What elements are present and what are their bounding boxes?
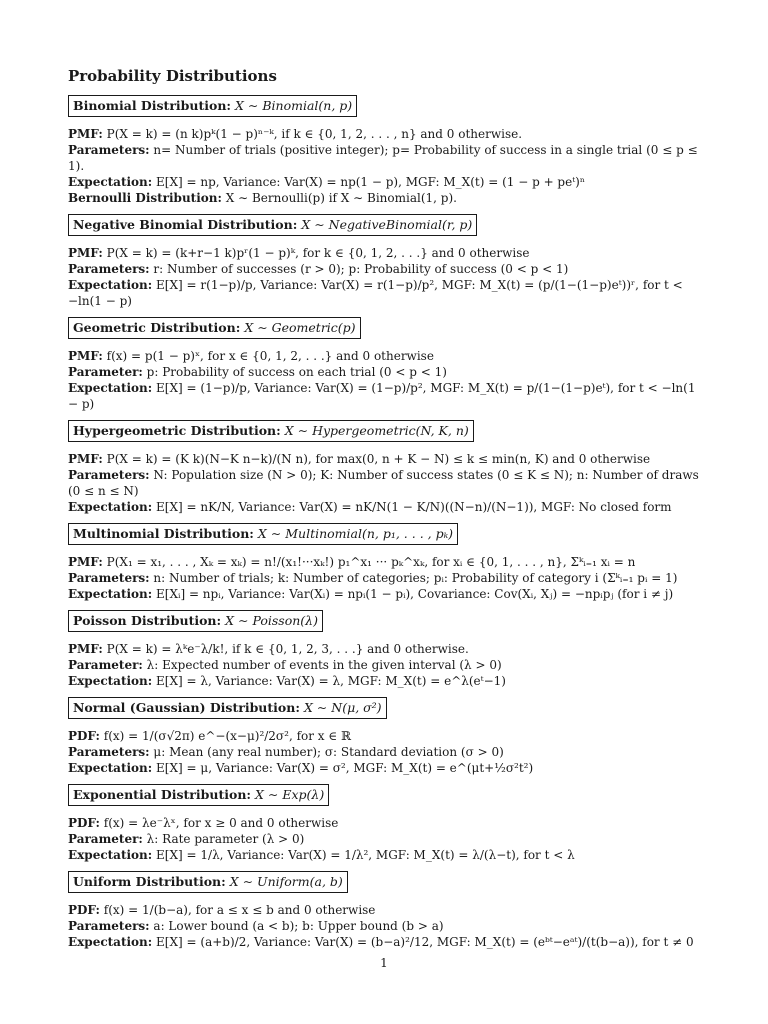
formula-line [68,673,708,689]
formula-key: Parameters: [68,143,150,157]
formula-text: E[X] = λ, Variance: Var(X) = λ, MGF: M_X(t) = e^λ(eᵗ−1) [156,674,506,688]
formula-text: f(x) = p(1 − p)ˣ, for x ∈ {0, 1, 2, . . .} and 0 otherwise [106,349,434,363]
formula-line [68,815,708,831]
distribution-section [68,317,708,412]
formula-key: Parameter: [68,832,143,846]
formula-key: Expectation: [68,175,153,189]
distribution-heading [68,697,387,719]
distribution-heading [68,523,458,545]
distribution-section [68,871,708,950]
formula-text: P(X = k) = (n k)pᵏ(1 − p)ⁿ⁻ᵏ, if k ∈ {0, 1, 2, . . . , n} and 0 otherwise. [106,127,523,141]
distribution-name: Hypergeometric Distribution: [73,423,281,438]
formula-line [68,451,708,467]
distribution-name: Uniform Distribution: [73,874,226,889]
formula-line [68,380,708,412]
formula-line [68,364,708,380]
distribution-name: Binomial Distribution: [73,98,232,113]
distribution-name: Poisson Distribution: [73,613,222,628]
formula-key: PMF: [68,555,103,569]
formula-text: E[X] = nK/N, Variance: Var(X) = nK/N(1 − K/N)((N−n)/(N−1)), MGF: No closed form [156,500,672,514]
formula-text: P(X = k) = (k+r−1 k)pʳ(1 − p)ᵏ, for k ∈ {0, 1, 2, . . .} and 0 otherwise [106,246,530,260]
formula-line [68,261,708,277]
distribution-notation: X ∼ Geometric(p) [244,320,356,335]
formula-key: Expectation: [68,500,153,514]
distribution-heading [68,420,474,442]
formula-key: PDF: [68,816,100,830]
formula-text: λ: Expected number of events in the given interval (λ > 0) [146,658,502,672]
formula-key: Parameters: [68,571,150,585]
formula-line [68,744,708,760]
formula-line [68,190,708,206]
distribution-section [68,420,708,515]
formula-line [68,847,708,863]
formula-key: PMF: [68,642,103,656]
formula-text: μ: Mean (any real number); σ: Standard deviation (σ > 0) [153,745,504,759]
formula-line [68,554,708,570]
distribution-heading [68,610,323,632]
formula-line [68,348,708,364]
formula-key: Expectation: [68,935,153,949]
formula-text: P(X = k) = (K k)(N−K n−k)/(N n), for max(0, n + K − N) ≤ k ≤ min(n, K) and 0 otherwise [106,452,651,466]
distribution-notation: X ∼ NegativeBinomial(r, p) [301,217,473,232]
distribution-name: Normal (Gaussian) Distribution: [73,700,300,715]
formula-text: f(x) = 1/(b−a), for a ≤ x ≤ b and 0 otherwise [103,903,376,917]
distribution-heading [68,214,477,236]
distribution-name: Exponential Distribution: [73,787,252,802]
distribution-notation: X ∼ Multinomial(n, p₁, . . . , pₖ) [257,526,454,541]
formula-text: P(X = k) = λᵏe⁻λ/k!, if k ∈ {0, 1, 2, 3, . . .} and 0 otherwise. [106,642,469,656]
formula-line [68,902,708,918]
formula-key: Bernoulli Distribution: [68,191,222,205]
sections-container [68,95,708,950]
formula-key: PMF: [68,452,103,466]
formula-text: f(x) = 1/(σ√2π) e^−(x−μ)²/2σ², for x ∈ ℝ [103,729,352,743]
formula-text: E[X] = (a+b)/2, Variance: Var(X) = (b−a)²/12, MGF: M_X(t) = (eᵇᵗ−eᵃᵗ)/(t(b−a)), for t ≠ 0 [156,935,694,949]
formula-key: Parameter: [68,365,143,379]
formula-line [68,641,708,657]
formula-text: E[X] = (1−p)/p, Variance: Var(X) = (1−p)/p², MGF: M_X(t) = p/(1−(1−p)eᵗ), for t < −ln(1 − p) [68,381,696,411]
distribution-section [68,610,708,689]
formula-text: E[X] = np, Variance: Var(X) = np(1 − p), MGF: M_X(t) = (1 − p + peᵗ)ⁿ [156,175,586,189]
formula-text: E[Xᵢ] = npᵢ, Variance: Var(Xᵢ) = npᵢ(1 − pᵢ), Covariance: Cov(Xᵢ, Xⱼ) = −npᵢpⱼ (for i ≠ j) [156,587,674,601]
distribution-name: Negative Binomial Distribution: [73,217,298,232]
distribution-notation: X ∼ Uniform(a, b) [229,874,343,889]
distribution-name: Multinomial Distribution: [73,526,254,541]
formula-line [68,499,708,515]
formula-key: PDF: [68,729,100,743]
distribution-section [68,214,708,309]
formula-key: Expectation: [68,587,153,601]
distribution-name: Geometric Distribution: [73,320,241,335]
distribution-notation: X ∼ N(μ, σ²) [303,700,382,715]
distribution-notation: X ∼ Poisson(λ) [225,613,318,628]
formula-text: n= Number of trials (positive integer); p= Probability of success in a single trial (0 ≤ p ≤ 1). [68,143,698,173]
formula-key: Expectation: [68,381,153,395]
formula-key: Parameters: [68,919,150,933]
distribution-heading [68,95,357,117]
formula-text: E[X] = μ, Variance: Var(X) = σ², MGF: M_X(t) = e^(μt+½σ²t²) [156,761,534,775]
formula-line [68,174,708,190]
distribution-heading [68,784,329,806]
formula-line [68,277,708,309]
formula-key: PMF: [68,349,103,363]
formula-text: E[X] = 1/λ, Variance: Var(X) = 1/λ², MGF: M_X(t) = λ/(λ−t), for t < λ [156,848,575,862]
formula-key: PMF: [68,127,103,141]
formula-line [68,728,708,744]
formula-text: r: Number of successes (r > 0); p: Probability of success (0 < p < 1) [153,262,569,276]
distribution-section [68,95,708,206]
document-page [68,66,708,958]
formula-line [68,126,708,142]
distribution-notation: X ∼ Binomial(n, p) [235,98,353,113]
distribution-heading [68,317,361,339]
formula-key: Expectation: [68,674,153,688]
formula-text: λ: Rate parameter (λ > 0) [146,832,305,846]
formula-line [68,142,708,174]
formula-key: Parameter: [68,658,143,672]
formula-text: N: Population size (N > 0); K: Number of success states (0 ≤ K ≤ N); n: Number of draws (0 ≤ n ≤ N) [68,468,699,498]
formula-text: f(x) = λe⁻λˣ, for x ≥ 0 and 0 otherwise [103,816,339,830]
distribution-notation: X ∼ Exp(λ) [255,787,325,802]
formula-line [68,918,708,934]
formula-key: Expectation: [68,848,153,862]
distribution-notation: X ∼ Hypergeometric(N, K, n) [284,423,469,438]
formula-line [68,245,708,261]
formula-text: P(X₁ = x₁, . . . , Xₖ = xₖ) = n!/(x₁!···xₖ!) p₁^x₁ ··· pₖ^xₖ, for xᵢ ∈ {0, 1, . . . , n}, Σᵏᵢ₌₁ xᵢ = n [106,555,636,569]
formula-key: Parameters: [68,262,150,276]
formula-text: n: Number of trials; k: Number of categories; pᵢ: Probability of category i (Σᵏᵢ₌₁ pᵢ = 1) [153,571,678,585]
document-title: Probability Distributions [68,67,277,85]
formula-text: a: Lower bound (a < b); b: Upper bound (b > a) [153,919,444,933]
distribution-section [68,784,708,863]
formula-key: Parameters: [68,468,150,482]
formula-line [68,467,708,499]
formula-key: Parameters: [68,745,150,759]
formula-text: p: Probability of success on each trial (0 < p < 1) [146,365,447,379]
formula-text: X ∼ Bernoulli(p) if X ∼ Binomial(1, p). [225,191,457,205]
formula-line [68,657,708,673]
formula-key: Expectation: [68,278,153,292]
page-number: 1 [380,956,388,970]
formula-text: E[X] = r(1−p)/p, Variance: Var(X) = r(1−p)/p², MGF: M_X(t) = (p/(1−(1−p)eᵗ))ʳ, for t < −ln(1 − p) [68,278,683,308]
distribution-section [68,697,708,776]
formula-line [68,570,708,586]
formula-line [68,934,708,950]
distribution-section [68,523,708,602]
formula-line [68,831,708,847]
formula-key: PMF: [68,246,103,260]
formula-line [68,586,708,602]
formula-line [68,760,708,776]
distribution-heading [68,871,348,893]
formula-key: Expectation: [68,761,153,775]
formula-key: PDF: [68,903,100,917]
